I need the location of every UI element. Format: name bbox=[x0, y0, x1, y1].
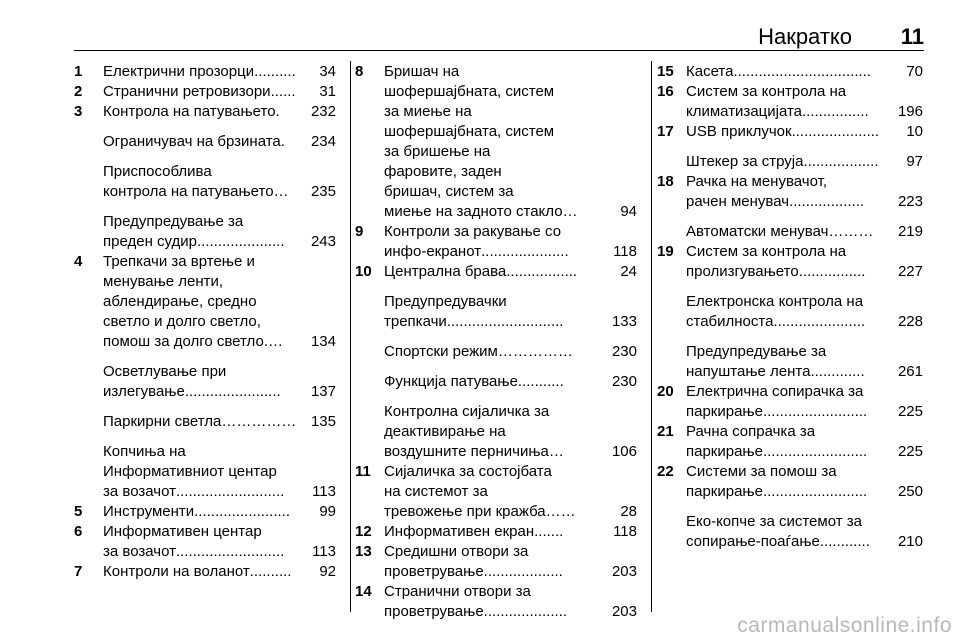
entry-page-number[interactable]: 134 bbox=[310, 333, 336, 350]
dot-leader: ........... bbox=[517, 373, 564, 390]
entry-text: Систем за контрола на bbox=[686, 243, 847, 260]
entry-page-number[interactable]: 250 bbox=[897, 483, 923, 500]
entry-text: Контроли на воланот bbox=[103, 563, 250, 580]
dot-leader: ...... bbox=[270, 83, 296, 100]
entry-text: преден судир bbox=[103, 233, 197, 250]
toc-entry[interactable] bbox=[74, 522, 336, 562]
entry-page-number[interactable]: 243 bbox=[310, 233, 336, 250]
entry-text: Еко-копче за системот за bbox=[686, 513, 862, 530]
entry-number: 11 bbox=[355, 463, 371, 480]
entry-page-number[interactable]: 230 bbox=[611, 343, 637, 360]
entry-number: 20 bbox=[657, 383, 674, 400]
entry-page-number[interactable]: 28 bbox=[620, 503, 637, 520]
entry-number: 4 bbox=[74, 253, 83, 270]
toc-entry[interactable] bbox=[74, 212, 336, 252]
entry-text: Систем за контрола на bbox=[686, 83, 847, 100]
entry-text: Предупредување за bbox=[103, 213, 244, 230]
toc-entry[interactable] bbox=[74, 82, 336, 102]
dot-leader: .… bbox=[263, 333, 283, 350]
dot-leader: ................................. bbox=[733, 63, 871, 80]
entry-text: проветрување bbox=[384, 563, 484, 580]
entry-number: 10 bbox=[355, 263, 372, 280]
dot-leader: .................. bbox=[789, 193, 865, 210]
dot-leader: ..................... bbox=[197, 233, 285, 250]
entry-text: за бришење на bbox=[384, 143, 491, 160]
entry-page-number[interactable]: 225 bbox=[897, 443, 923, 460]
entry-text: Паркирни светла bbox=[103, 413, 222, 430]
dot-leader: ……… bbox=[828, 223, 874, 240]
entry-page-number[interactable]: 223 bbox=[897, 193, 923, 210]
entry-text: проветрување bbox=[384, 603, 484, 620]
entry-number: 21 bbox=[657, 423, 674, 440]
entry-page-number[interactable]: 232 bbox=[310, 103, 336, 120]
entry-page-number[interactable]: 234 bbox=[310, 133, 336, 150]
entry-text: рачен менувач bbox=[686, 193, 790, 210]
toc-entry[interactable] bbox=[355, 372, 637, 392]
entry-text: Трепкачи за вртење и bbox=[103, 253, 255, 270]
dot-leader: .......................... bbox=[175, 483, 285, 500]
entry-page-number[interactable]: 94 bbox=[620, 203, 637, 220]
dot-leader: …… bbox=[545, 503, 576, 520]
toc-entry[interactable] bbox=[657, 462, 923, 502]
toc-entry[interactable] bbox=[355, 222, 637, 262]
toc-entry[interactable] bbox=[74, 102, 336, 122]
entry-number: 22 bbox=[657, 463, 674, 480]
entry-number: 8 bbox=[355, 63, 364, 80]
dot-leader: ....................... bbox=[184, 383, 281, 400]
entry-text: менување ленти, bbox=[103, 273, 224, 290]
entry-text: Средишни отвори за bbox=[384, 543, 529, 560]
entry-page-number[interactable]: 137 bbox=[310, 383, 336, 400]
entry-page-number[interactable]: 203 bbox=[611, 603, 637, 620]
entry-text: инфо-екранот bbox=[384, 243, 482, 260]
entry-text: Електронска контрола на bbox=[686, 293, 864, 310]
entry-page-number[interactable]: 113 bbox=[312, 543, 336, 560]
entry-page-number[interactable]: 196 bbox=[897, 103, 923, 120]
entry-text: Сијаличка за состојбата bbox=[384, 463, 552, 480]
page-header bbox=[74, 24, 924, 50]
entry-text: светло и долго светло, bbox=[103, 313, 261, 330]
toc-entry[interactable] bbox=[355, 262, 637, 282]
toc-entry[interactable] bbox=[74, 162, 336, 202]
column-divider-2 bbox=[651, 61, 652, 612]
entry-page-number[interactable]: 97 bbox=[906, 153, 923, 170]
entry-page-number[interactable]: 99 bbox=[319, 503, 336, 520]
entry-text: Инструменти bbox=[103, 503, 195, 520]
entry-text: Касета bbox=[686, 63, 734, 80]
entry-page-number[interactable]: 113 bbox=[312, 483, 336, 500]
entry-page-number[interactable]: 106 bbox=[611, 443, 637, 460]
entry-text: Бришач на bbox=[384, 63, 460, 80]
entry-text: тревожење при кражба bbox=[384, 503, 546, 520]
toc-column-2 bbox=[355, 62, 637, 622]
dot-leader: …………… bbox=[221, 413, 297, 430]
toc-entry[interactable] bbox=[657, 342, 923, 382]
toc-column-3 bbox=[657, 62, 923, 552]
entry-text: Странични отвори за bbox=[384, 583, 531, 600]
entry-text: Електрични прозорци bbox=[103, 63, 255, 80]
entry-page-number[interactable]: 118 bbox=[613, 523, 637, 540]
toc-entry[interactable] bbox=[657, 82, 923, 122]
entry-text: на системот за bbox=[384, 483, 488, 500]
entry-text: климатизацијата bbox=[686, 103, 803, 120]
entry-number: 2 bbox=[74, 83, 83, 100]
entry-text: Контрола на патувањето bbox=[103, 103, 276, 120]
dot-leader: .......... bbox=[249, 563, 292, 580]
dot-leader: ............................ bbox=[446, 313, 564, 330]
toc-entry[interactable] bbox=[657, 62, 923, 82]
toc-entry[interactable] bbox=[74, 502, 336, 522]
toc-entry[interactable] bbox=[355, 542, 637, 582]
toc-entry[interactable] bbox=[355, 522, 637, 542]
entry-text: деактивирање на bbox=[384, 423, 506, 440]
entry-text: шофершајбната, систем bbox=[384, 123, 555, 140]
entry-page-number[interactable]: 10 bbox=[906, 123, 923, 140]
dot-leader: ................... bbox=[483, 563, 563, 580]
header-rule bbox=[74, 50, 924, 51]
entry-text: напуштање лента bbox=[686, 363, 811, 380]
entry-text: Рачна сопрачка за bbox=[686, 423, 816, 440]
entry-text: Информативен центар bbox=[103, 523, 262, 540]
toc-entry[interactable] bbox=[657, 152, 923, 172]
toc-entry[interactable] bbox=[74, 252, 336, 352]
page-title: Накратко bbox=[758, 24, 852, 49]
toc-entry[interactable] bbox=[657, 172, 923, 212]
dot-leader: .................. bbox=[803, 153, 879, 170]
entry-text: помош за долго светло bbox=[103, 333, 264, 350]
dot-leader: … bbox=[562, 203, 578, 220]
toc-entry[interactable] bbox=[74, 562, 336, 582]
dot-leader: …………… bbox=[497, 343, 573, 360]
entry-number: 17 bbox=[657, 123, 674, 140]
entry-text: бришач, систем за bbox=[384, 183, 514, 200]
entry-text: паркирање bbox=[686, 403, 763, 420]
dot-leader: … bbox=[548, 443, 564, 460]
toc-entry[interactable] bbox=[657, 422, 923, 462]
entry-page-number[interactable]: 230 bbox=[611, 373, 637, 390]
entry-text: Спортски режим bbox=[384, 343, 498, 360]
entry-number: 14 bbox=[355, 583, 372, 600]
toc-entry[interactable] bbox=[657, 242, 923, 282]
entry-page-number[interactable]: 210 bbox=[897, 533, 923, 550]
entry-page-number[interactable]: 118 bbox=[613, 243, 637, 260]
toc-entry[interactable] bbox=[74, 362, 336, 402]
entry-page-number[interactable]: 203 bbox=[611, 563, 637, 580]
entry-text: Функција патување bbox=[384, 373, 518, 390]
entry-number: 18 bbox=[657, 173, 674, 190]
entry-text: стабилноста bbox=[686, 313, 774, 330]
toc-column-1 bbox=[74, 62, 336, 582]
entry-page-number[interactable]: 133 bbox=[611, 313, 637, 330]
dot-leader: ............. bbox=[810, 363, 865, 380]
entry-text: Контроли за ракување со bbox=[384, 223, 562, 240]
entry-page-number[interactable]: 228 bbox=[897, 313, 923, 330]
toc-entry[interactable] bbox=[657, 512, 923, 552]
entry-text: излегување bbox=[103, 383, 185, 400]
entry-page-number[interactable]: 219 bbox=[897, 223, 923, 240]
dot-leader: . bbox=[275, 103, 280, 120]
entry-page-number[interactable]: 227 bbox=[897, 263, 923, 280]
entry-number: 15 bbox=[657, 63, 674, 80]
entry-number: 1 bbox=[74, 63, 83, 80]
entry-text: USB приклучок bbox=[686, 123, 792, 140]
entry-text: за возачот bbox=[103, 543, 176, 560]
dot-leader: ......................... bbox=[762, 483, 868, 500]
toc-entry[interactable] bbox=[355, 462, 637, 522]
entry-number: 13 bbox=[355, 543, 372, 560]
dot-leader: ......................... bbox=[762, 443, 868, 460]
toc-entry[interactable] bbox=[74, 62, 336, 82]
entry-text: миење на задното стакло bbox=[384, 203, 563, 220]
entry-text: пролизгувањето bbox=[686, 263, 799, 280]
toc-entry[interactable] bbox=[355, 342, 637, 362]
dot-leader: ................ bbox=[802, 103, 869, 120]
entry-number: 16 bbox=[657, 83, 674, 100]
dot-leader: . bbox=[280, 133, 285, 150]
entry-text: Автоматски менувач bbox=[686, 223, 829, 240]
dot-leader: .................... bbox=[483, 603, 568, 620]
entry-text: за возачот bbox=[103, 483, 176, 500]
entry-text: Централна брава bbox=[384, 263, 507, 280]
entry-page-number[interactable]: 70 bbox=[906, 63, 923, 80]
toc-entry[interactable] bbox=[657, 382, 923, 422]
entry-text: шофершајбната, систем bbox=[384, 83, 555, 100]
entry-text: паркирање bbox=[686, 483, 763, 500]
entry-number: 7 bbox=[74, 563, 83, 580]
entry-text: Информативниот центар bbox=[103, 463, 277, 480]
entry-page-number[interactable]: 135 bbox=[310, 413, 336, 430]
entry-page-number[interactable]: 235 bbox=[310, 183, 336, 200]
dot-leader: ................ bbox=[798, 263, 866, 280]
entry-page-number[interactable]: 92 bbox=[319, 563, 336, 580]
watermark: carmanualsonline.info bbox=[737, 614, 952, 637]
entry-text: Електрична сопирачка за bbox=[686, 383, 864, 400]
entry-number: 6 bbox=[74, 523, 83, 540]
dot-leader: ......................... bbox=[762, 403, 868, 420]
dot-leader: .......... bbox=[254, 63, 296, 80]
entry-text: аблендирање, средно bbox=[103, 293, 257, 310]
toc-entry[interactable] bbox=[74, 412, 336, 432]
toc-entry[interactable] bbox=[74, 442, 336, 502]
entry-page-number[interactable]: 34 bbox=[319, 63, 336, 80]
entry-text: за миење на bbox=[384, 103, 472, 120]
dot-leader: ..................... bbox=[481, 243, 569, 260]
toc-entry[interactable] bbox=[355, 402, 637, 462]
dot-leader: ....................... bbox=[194, 503, 290, 520]
entry-number: 12 bbox=[355, 523, 372, 540]
toc-entry[interactable] bbox=[657, 222, 923, 242]
dot-leader: … bbox=[273, 183, 289, 200]
entry-text: сопирање-поаѓање bbox=[686, 533, 820, 550]
entry-number: 5 bbox=[74, 503, 83, 520]
page-number: 11 bbox=[900, 24, 924, 49]
dot-leader: ....... bbox=[534, 523, 564, 540]
entry-text: контрола на патувањето bbox=[103, 183, 274, 200]
toc-entry[interactable] bbox=[355, 582, 637, 622]
dot-leader: ..................... bbox=[791, 123, 880, 140]
entry-text: паркирање bbox=[686, 443, 763, 460]
entry-text: Контролна сијаличка за bbox=[384, 403, 550, 420]
entry-text: Предупредувачки bbox=[384, 293, 507, 310]
toc-entry[interactable] bbox=[74, 132, 336, 152]
toc-entry[interactable] bbox=[355, 62, 637, 222]
entry-page-number[interactable]: 24 bbox=[620, 263, 637, 280]
toc-entry[interactable] bbox=[657, 292, 923, 332]
entry-text: Странични ретровизори bbox=[103, 83, 271, 100]
entry-text: трепкачи bbox=[384, 313, 447, 330]
entry-text: воздушните перничиња bbox=[384, 443, 549, 460]
entry-page-number[interactable]: 261 bbox=[897, 363, 923, 380]
entry-text: Рачка на менувачот, bbox=[686, 173, 827, 190]
entry-text: фаровите, заден bbox=[384, 163, 502, 180]
toc-entry[interactable] bbox=[355, 292, 637, 332]
dot-leader: ............ bbox=[819, 533, 870, 550]
entry-text: Ограничувач на брзината bbox=[103, 133, 281, 150]
entry-text: Информативен екран bbox=[384, 523, 535, 540]
entry-number: 3 bbox=[74, 103, 83, 120]
toc-entry[interactable] bbox=[657, 122, 923, 142]
entry-text: Предупредување за bbox=[686, 343, 827, 360]
entry-number: 9 bbox=[355, 223, 364, 240]
column-divider-1 bbox=[350, 61, 351, 612]
entry-number: 19 bbox=[657, 243, 674, 260]
entry-text: Приспособлива bbox=[103, 163, 212, 180]
entry-text: Штекер за струја bbox=[686, 153, 804, 170]
entry-page-number[interactable]: 31 bbox=[319, 83, 336, 100]
dot-leader: ................. bbox=[506, 263, 578, 280]
entry-text: Системи за помош за bbox=[686, 463, 837, 480]
dot-leader: .......................... bbox=[175, 543, 285, 560]
entry-text: Осветлување при bbox=[103, 363, 227, 380]
dot-leader: ...................... bbox=[773, 313, 866, 330]
entry-text: Копчиња на bbox=[103, 443, 186, 460]
entry-page-number[interactable]: 225 bbox=[897, 403, 923, 420]
